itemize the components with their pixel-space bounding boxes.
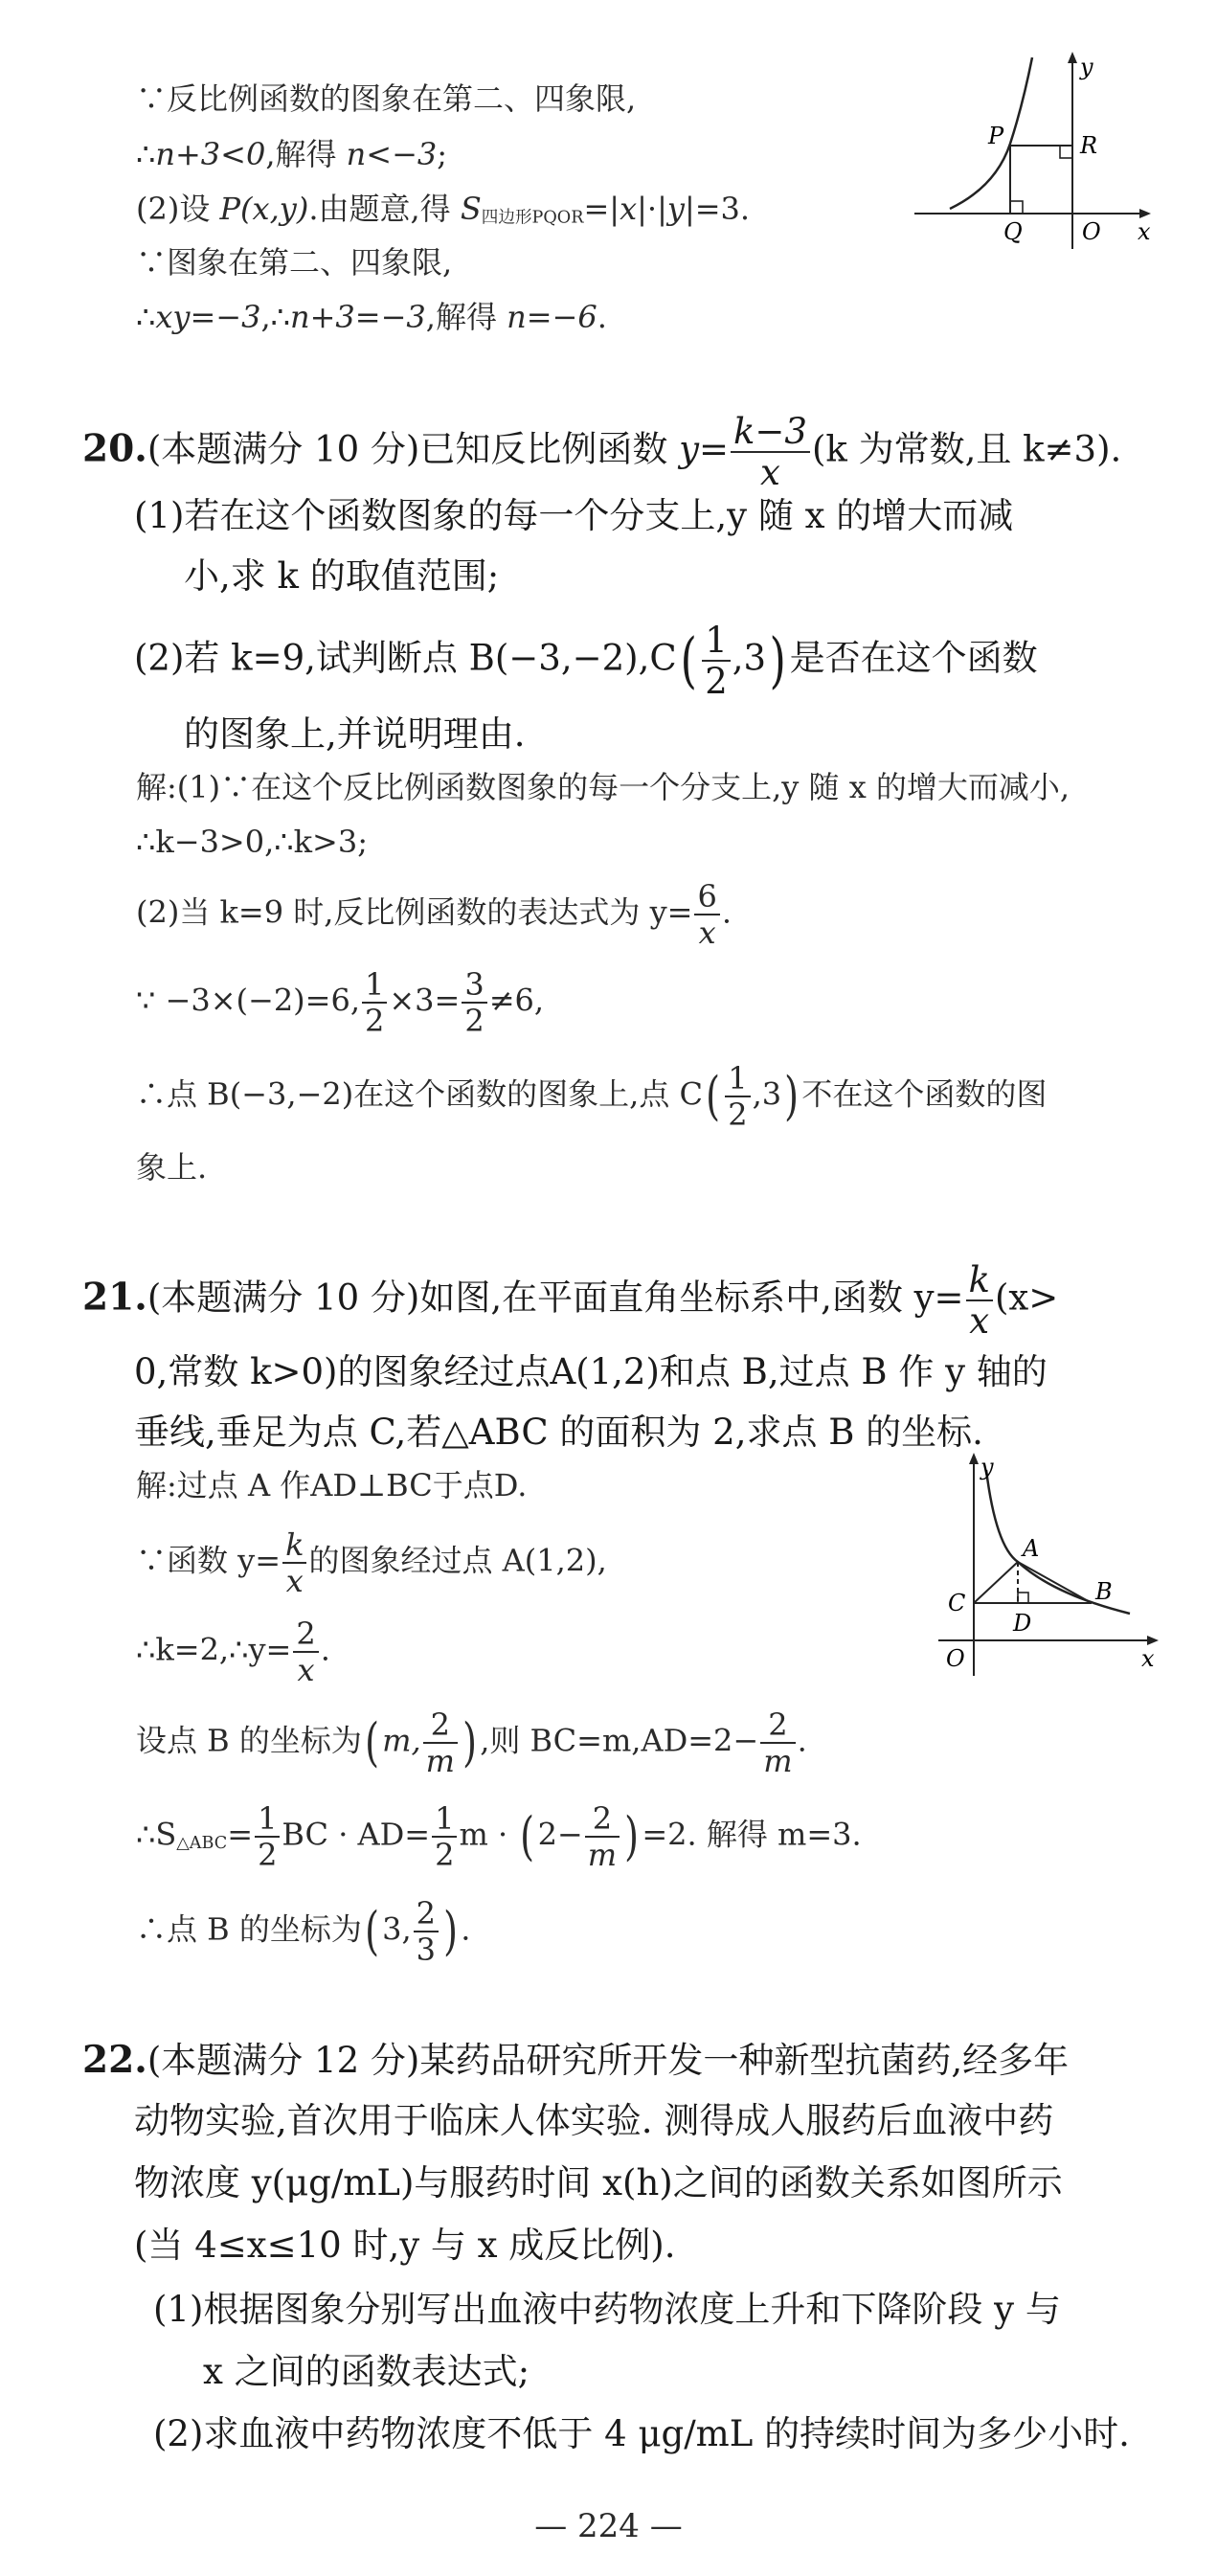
text: (本题满分 12 分)某药品研究所开发一种新型抗菌药,经多年	[146, 2040, 1070, 2081]
q21-solution-5	[136, 1800, 862, 1873]
paren-close: )	[784, 1065, 800, 1126]
subscript: 四边形PQOR	[481, 208, 584, 228]
text: =2. 解得 m=3.	[642, 1816, 862, 1853]
right-angle-r	[1060, 146, 1072, 158]
q20-header	[82, 411, 1122, 493]
subscript: △ABC	[176, 1834, 228, 1854]
denominator: 2	[705, 661, 728, 702]
denominator: 2	[258, 1837, 278, 1873]
denominator: x	[969, 1300, 990, 1342]
math: S	[460, 191, 482, 227]
text: ∵函数 y=	[136, 1542, 282, 1579]
text: ∴	[136, 299, 156, 335]
text: 垂线,垂足为点 C,若△ABC 的面积为 2,求点 B 的坐标.	[134, 1412, 983, 1453]
q22-line-4	[134, 2225, 675, 2267]
text: ≠6,	[488, 982, 545, 1019]
fraction	[694, 878, 719, 951]
numerator: 1	[362, 969, 387, 1004]
text: (k 为常数,且 k≠3).	[811, 428, 1122, 470]
prev-solution-line-3	[136, 191, 750, 229]
text: .	[320, 1631, 330, 1668]
paren-close: )	[624, 1805, 640, 1866]
q21-header-1	[82, 1259, 1059, 1342]
text: (2)设	[136, 191, 220, 227]
graph-hyperbola-pqor	[910, 48, 1159, 254]
text: 设点 B 的坐标为	[136, 1722, 362, 1759]
q20-solution-4	[136, 966, 545, 1039]
text: 解:过点 A 作AD⊥BC于点D.	[136, 1467, 528, 1503]
label-x: x	[1138, 218, 1151, 245]
paren-open: (	[365, 1711, 379, 1773]
q21-header-2	[134, 1351, 1048, 1393]
y-axis-arrow	[1068, 52, 1077, 63]
q21-solution-4	[136, 1706, 807, 1779]
label-a: A	[1023, 1535, 1040, 1562]
text: (本题满分 10 分)如图,在平面直角坐标系中,函数 y=	[146, 1277, 964, 1319]
text: ,解得	[425, 299, 507, 335]
denominator: 2	[728, 1096, 748, 1133]
numerator: 3	[462, 969, 486, 1004]
label-q: Q	[1003, 218, 1023, 245]
right-angle-d	[1018, 1593, 1028, 1603]
text: 的图象经过点 A(1,2),	[308, 1542, 607, 1579]
q20-solution-5	[136, 1060, 1048, 1133]
text: ,3	[752, 1075, 782, 1113]
right-angle-q	[1010, 201, 1023, 214]
text: 3,	[382, 1910, 412, 1948]
denominator: 2	[365, 1003, 385, 1039]
text: ∵反比例函数的图象在第二、四象限,	[136, 80, 637, 117]
text: 0,常数 k>0)的图象经过点A(1,2)和点 B,过点 B 作 y 轴的	[134, 1351, 1048, 1392]
math: n+3<0	[155, 136, 266, 172]
paren-open: (	[680, 624, 697, 695]
q20-solution-2	[136, 824, 368, 860]
text: |=3.	[684, 191, 751, 227]
label-b: B	[1095, 1578, 1113, 1605]
fraction	[282, 1526, 306, 1599]
numerator: 1	[255, 1803, 280, 1838]
numerator: k	[282, 1529, 306, 1564]
text: ,∴	[260, 299, 290, 335]
text: (2)当 k=9 时,反比例函数的表达式为 y=	[136, 893, 693, 931]
text: ∵ −3×(−2)=6,	[136, 982, 360, 1019]
text: 象上.	[136, 1149, 208, 1186]
text: .	[721, 893, 732, 931]
text: ∴k=2,∴y=	[136, 1631, 292, 1668]
math: P(x,y)	[219, 191, 309, 227]
text: ,3	[732, 637, 767, 679]
math: m,	[382, 1722, 421, 1759]
label-x: x	[1141, 1645, 1155, 1672]
q20-solution-3	[136, 878, 732, 951]
text: 动物实验,首次用于临床人体实验. 测得成人服药后血液中药	[134, 2100, 1054, 2141]
paren-close: )	[462, 1711, 478, 1773]
text: (2)求血液中药物浓度不低于 4 μg/mL 的持续时间为多少小时.	[153, 2413, 1130, 2454]
text: 物浓度 y(μg/mL)与服药时间 x(h)之间的函数关系如图所示	[134, 2162, 1063, 2203]
denominator: 2	[435, 1837, 455, 1873]
text: x 之间的函数表达式;	[203, 2351, 530, 2392]
text: .由题意,得	[308, 191, 461, 227]
graph-triangle-abc	[919, 1451, 1168, 1681]
text: ∴	[136, 136, 156, 172]
q22-line-1	[82, 2038, 1069, 2083]
numerator: k−3	[731, 414, 810, 453]
fraction	[293, 1616, 318, 1688]
numerator: 2	[760, 1709, 795, 1744]
denominator: 2	[464, 1003, 485, 1039]
denominator: 3	[416, 1932, 436, 1968]
q22-line-7	[153, 2413, 1130, 2455]
text: ,则 BC=m,AD=2−	[480, 1722, 759, 1759]
q22-line-2	[134, 2100, 1053, 2142]
text: 是否在这个函数	[789, 637, 1038, 679]
numerator: 1	[432, 1803, 457, 1838]
x-axis-arrow	[1139, 209, 1151, 218]
q20-solution-6	[136, 1149, 207, 1186]
fraction	[423, 1706, 458, 1779]
text: 2−	[537, 1816, 583, 1853]
math: n=−6	[507, 299, 597, 335]
prev-solution-line-2	[136, 136, 447, 172]
label-r: R	[1080, 132, 1098, 159]
page-number: — 224 —	[534, 2507, 683, 2545]
paren-open: (	[706, 1065, 721, 1126]
q22-line-6	[203, 2351, 530, 2393]
prev-solution-line-5	[136, 299, 607, 335]
text: =	[227, 1816, 254, 1853]
text: BC · AD=	[282, 1816, 431, 1853]
denominator: m	[587, 1837, 618, 1873]
denominator: m	[763, 1743, 793, 1779]
y-axis-arrow	[969, 1453, 979, 1464]
label-y: y	[1080, 54, 1093, 80]
numerator: 1	[725, 1063, 750, 1097]
fraction	[966, 1259, 993, 1342]
denominator: x	[285, 1563, 304, 1599]
label-c: C	[948, 1590, 966, 1616]
q21-solution-3	[136, 1616, 330, 1688]
text: (2)若 k=9,试判断点 B(−3,−2),C	[134, 637, 677, 679]
label-o: O	[946, 1645, 965, 1672]
math: n+3=−3	[290, 299, 426, 335]
text: ∴S	[136, 1816, 177, 1853]
numerator: 6	[694, 881, 719, 915]
q21-solution-2	[136, 1526, 607, 1599]
label-y: y	[980, 1454, 994, 1480]
text: .	[797, 1722, 807, 1759]
paren-close: )	[769, 624, 786, 695]
text: |·|	[637, 191, 667, 227]
text: (本题满分 10 分)已知反比例函数	[146, 428, 680, 470]
segment-ca	[974, 1562, 1018, 1603]
text: ,解得	[265, 136, 347, 172]
prev-solution-line-1	[136, 80, 636, 117]
q21-solution-1	[136, 1467, 527, 1503]
text: (当 4≤x≤10 时,y 与 x 成反比例).	[134, 2225, 676, 2266]
q20-part1-a	[134, 495, 1013, 537]
text: ∴点 B(−3,−2)在这个函数的图象上,点 C	[136, 1075, 704, 1113]
paren-open: (	[365, 1900, 379, 1961]
math: n<−3	[346, 136, 438, 172]
text: 不在这个函数的图	[801, 1075, 1048, 1113]
fraction	[414, 1895, 439, 1968]
math: y=	[679, 428, 729, 470]
fraction	[585, 1800, 620, 1873]
label-d: D	[1013, 1610, 1032, 1637]
q21-header-3	[134, 1412, 983, 1454]
text: (1)若在这个函数图象的每一个分支上,y 随 x 的增大而减	[134, 495, 1014, 536]
q20-part2-b	[184, 713, 526, 756]
fraction	[731, 411, 810, 493]
text: m ·	[459, 1816, 518, 1853]
paren-open: (	[520, 1805, 535, 1866]
fraction	[760, 1706, 795, 1779]
math: xy=−3	[155, 299, 261, 335]
text: 小,求 k 的取值范围;	[184, 555, 500, 597]
text: ∵图象在第二、四象限,	[136, 244, 453, 281]
rectangle-pqor	[1010, 146, 1072, 214]
label-o: O	[1082, 218, 1101, 245]
fraction	[362, 966, 387, 1039]
text: .	[597, 299, 607, 335]
denominator: x	[698, 915, 716, 951]
text: (1)根据图象分别写出血液中药物浓度上升和下降阶段 y 与	[153, 2289, 1061, 2330]
numerator: k	[966, 1262, 993, 1301]
numerator: 2	[585, 1803, 620, 1838]
numerator: 2	[293, 1618, 318, 1653]
question-number: 22.	[82, 2038, 147, 2082]
numerator: 1	[702, 622, 731, 662]
question-number: 21.	[82, 1275, 147, 1320]
q20-part2-a	[134, 620, 1038, 702]
prev-solution-line-4	[136, 244, 452, 281]
text: .	[461, 1910, 471, 1948]
q21-solution-6	[136, 1895, 471, 1968]
text: (x>	[994, 1277, 1059, 1319]
x-axis-arrow	[1147, 1636, 1159, 1645]
fraction	[255, 1800, 280, 1873]
paren-close: )	[443, 1900, 459, 1961]
text: ×3=	[389, 982, 461, 1019]
question-number: 20.	[82, 426, 147, 471]
text: ∴k−3>0,∴k>3;	[136, 824, 368, 860]
label-p: P	[988, 123, 1004, 149]
math: x	[620, 191, 638, 227]
fraction	[725, 1060, 750, 1133]
fraction	[462, 966, 486, 1039]
fraction	[432, 1800, 457, 1873]
q22-line-3	[134, 2162, 1063, 2204]
fraction	[702, 620, 731, 702]
q20-solution-1	[136, 769, 1070, 805]
text: ∴点 B 的坐标为	[136, 1910, 362, 1948]
text: 解:(1)∵在这个反比例函数图象的每一个分支上,y 随 x 的增大而减小,	[136, 769, 1071, 805]
q22-line-5	[153, 2289, 1061, 2331]
numerator: 2	[423, 1709, 458, 1744]
text: ;	[437, 136, 448, 172]
denominator: x	[760, 452, 780, 493]
text: =|	[583, 191, 620, 227]
numerator: 2	[414, 1898, 439, 1932]
text: 的图象上,并说明理由.	[184, 713, 526, 755]
denominator: x	[297, 1652, 315, 1688]
denominator: m	[425, 1743, 455, 1779]
math: y	[666, 191, 685, 227]
q20-part1-b	[184, 555, 499, 598]
